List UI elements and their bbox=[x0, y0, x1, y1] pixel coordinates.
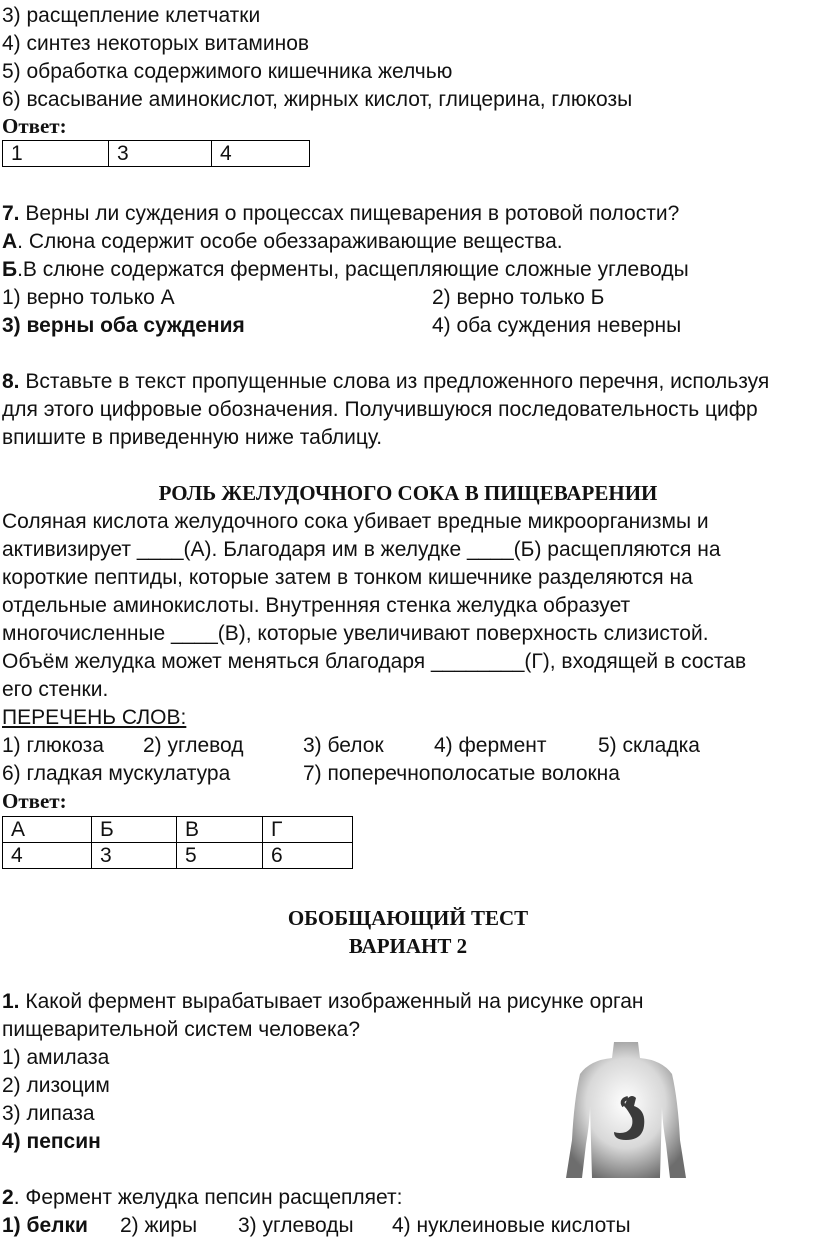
q8-header-cell: Б bbox=[92, 817, 177, 843]
q6-answer-label: Ответ: bbox=[2, 114, 67, 138]
q7-option-2: 2) верно только Б bbox=[432, 286, 605, 309]
q7-a-text: . Слюна содержит особе обеззараживающие вещества. bbox=[17, 230, 563, 253]
q8-text: Вставьте в текст пропущенные слова из предложенного перечня, используя bbox=[19, 370, 770, 393]
q7-statement-b bbox=[2, 256, 689, 283]
q6-answer-cell: 4 bbox=[212, 141, 310, 167]
q8-word: 3) белок bbox=[303, 734, 384, 757]
t1-option-2: 2) лизоцим bbox=[2, 1074, 110, 1097]
test-title: ОБОБЩАЮЩИЙ ТЕСТ bbox=[287, 906, 529, 930]
q8-header-cell: В bbox=[177, 817, 263, 843]
q6-option-6: 6) всасывание аминокислот, жирных кислот, глицерина, глюкозы bbox=[2, 88, 633, 111]
t1-number: 1. bbox=[2, 990, 20, 1013]
q6-option-4: 4) синтез некоторых витаминов bbox=[2, 32, 310, 55]
q8-word: 4) фермент bbox=[434, 734, 547, 757]
q7-b-text: .В слюне содержатся ферменты, расщепляющие сложные углеводы bbox=[17, 258, 689, 281]
torso-stomach-illustration bbox=[562, 1040, 690, 1180]
q8-number: 8. bbox=[2, 370, 20, 393]
q8-question-line1 bbox=[2, 368, 769, 395]
t1-option-1: 1) амилаза bbox=[2, 1046, 110, 1069]
q8-word-list-title: ПЕРЕЧЕНЬ СЛОВ: bbox=[2, 706, 187, 729]
q7-option-3: 3) верны оба суждения bbox=[2, 314, 245, 337]
q6-answer-table bbox=[2, 140, 310, 167]
q8-word: 7) поперечнополосатые волокна bbox=[303, 762, 620, 785]
q8-word: 1) глюкоза bbox=[2, 734, 104, 757]
q8-word: 6) гладкая мускулатура bbox=[2, 762, 231, 785]
q7-text: Верны ли суждения о процессах пищеварения в ротовой полости? bbox=[19, 202, 680, 225]
q8-question-line3: впишите в приведенную ниже таблицу. bbox=[2, 426, 383, 449]
q8-body-line: короткие пептиды, которые затем в тонком кишечнике разделяются на bbox=[2, 566, 693, 589]
t2-option-4: 4) нуклеиновые кислоты bbox=[392, 1214, 631, 1237]
q7-option-4: 4) оба суждения неверны bbox=[432, 314, 682, 337]
t2-option-2: 2) жиры bbox=[120, 1214, 198, 1237]
q7-statement-a bbox=[2, 228, 563, 255]
q8-body-line: активизирует ____(А). Благодаря им в желудке ____(Б) расщепляются на bbox=[2, 538, 721, 561]
t2-text: . Фермент желудка пепсин расщепляет: bbox=[13, 1186, 403, 1209]
q7-a-label: А bbox=[2, 230, 18, 253]
t2-question bbox=[2, 1184, 402, 1211]
t1-text: Какой фермент вырабатывает изображенный на рисунке орган bbox=[19, 990, 644, 1013]
q8-body-line: его стенки. bbox=[2, 678, 109, 701]
q8-question-line2: для этого цифровые обозначения. Получившуюся последовательность цифр bbox=[2, 398, 758, 421]
q8-answer-table bbox=[2, 816, 353, 869]
q8-text-title: РОЛЬ ЖЕЛУДОЧНОГО СОКА В ПИЩЕВАРЕНИИ bbox=[158, 481, 658, 505]
q8-body-line: Объём желудка может меняться благодаря ________(Г), входящей в состав bbox=[2, 650, 747, 673]
t1-question-line1 bbox=[2, 988, 644, 1015]
q8-answer-cell: 5 bbox=[177, 843, 263, 869]
t2-number: 2 bbox=[2, 1186, 14, 1209]
q7-question bbox=[2, 200, 679, 227]
q8-header-cell: А bbox=[3, 817, 92, 843]
q8-answer-cell: 6 bbox=[263, 843, 353, 869]
t1-option-4: 4) пепсин bbox=[2, 1130, 101, 1153]
q6-answer-cell: 1 bbox=[3, 141, 109, 167]
q8-word: 2) углевод bbox=[143, 734, 244, 757]
t1-question-line2: пищеварительной систем человека? bbox=[2, 1018, 360, 1041]
q8-body-line: Соляная кислота желудочного сока убивает вредные микроорганизмы и bbox=[2, 510, 709, 533]
q7-number: 7. bbox=[2, 202, 20, 225]
t2-option-3: 3) углеводы bbox=[238, 1214, 354, 1237]
t2-option-1: 1) белки bbox=[2, 1214, 88, 1237]
q8-header-cell: Г bbox=[263, 817, 353, 843]
q7-b-label: Б bbox=[2, 258, 18, 281]
t1-option-3: 3) липаза bbox=[2, 1102, 95, 1125]
q8-answer-cell: 3 bbox=[92, 843, 177, 869]
q8-word: 5) складка bbox=[598, 734, 700, 757]
q6-option-5: 5) обработка содержимого кишечника желчью bbox=[2, 60, 453, 83]
q8-body-line: многочисленные ____(В), которые увеличивают поверхность слизистой. bbox=[2, 622, 709, 645]
q8-answer-label: Ответ: bbox=[2, 789, 67, 813]
q6-answer-cell: 3 bbox=[109, 141, 212, 167]
q8-answer-cell: 4 bbox=[3, 843, 92, 869]
test-variant: ВАРИАНТ 2 bbox=[348, 934, 468, 958]
q7-option-1: 1) верно только А bbox=[2, 286, 175, 309]
torso-silhouette bbox=[566, 1042, 686, 1178]
q6-option-3: 3) расщепление клетчатки bbox=[2, 4, 261, 27]
q8-body-line: отдельные аминокислоты. Внутренняя стенка желудка образует bbox=[2, 594, 631, 617]
